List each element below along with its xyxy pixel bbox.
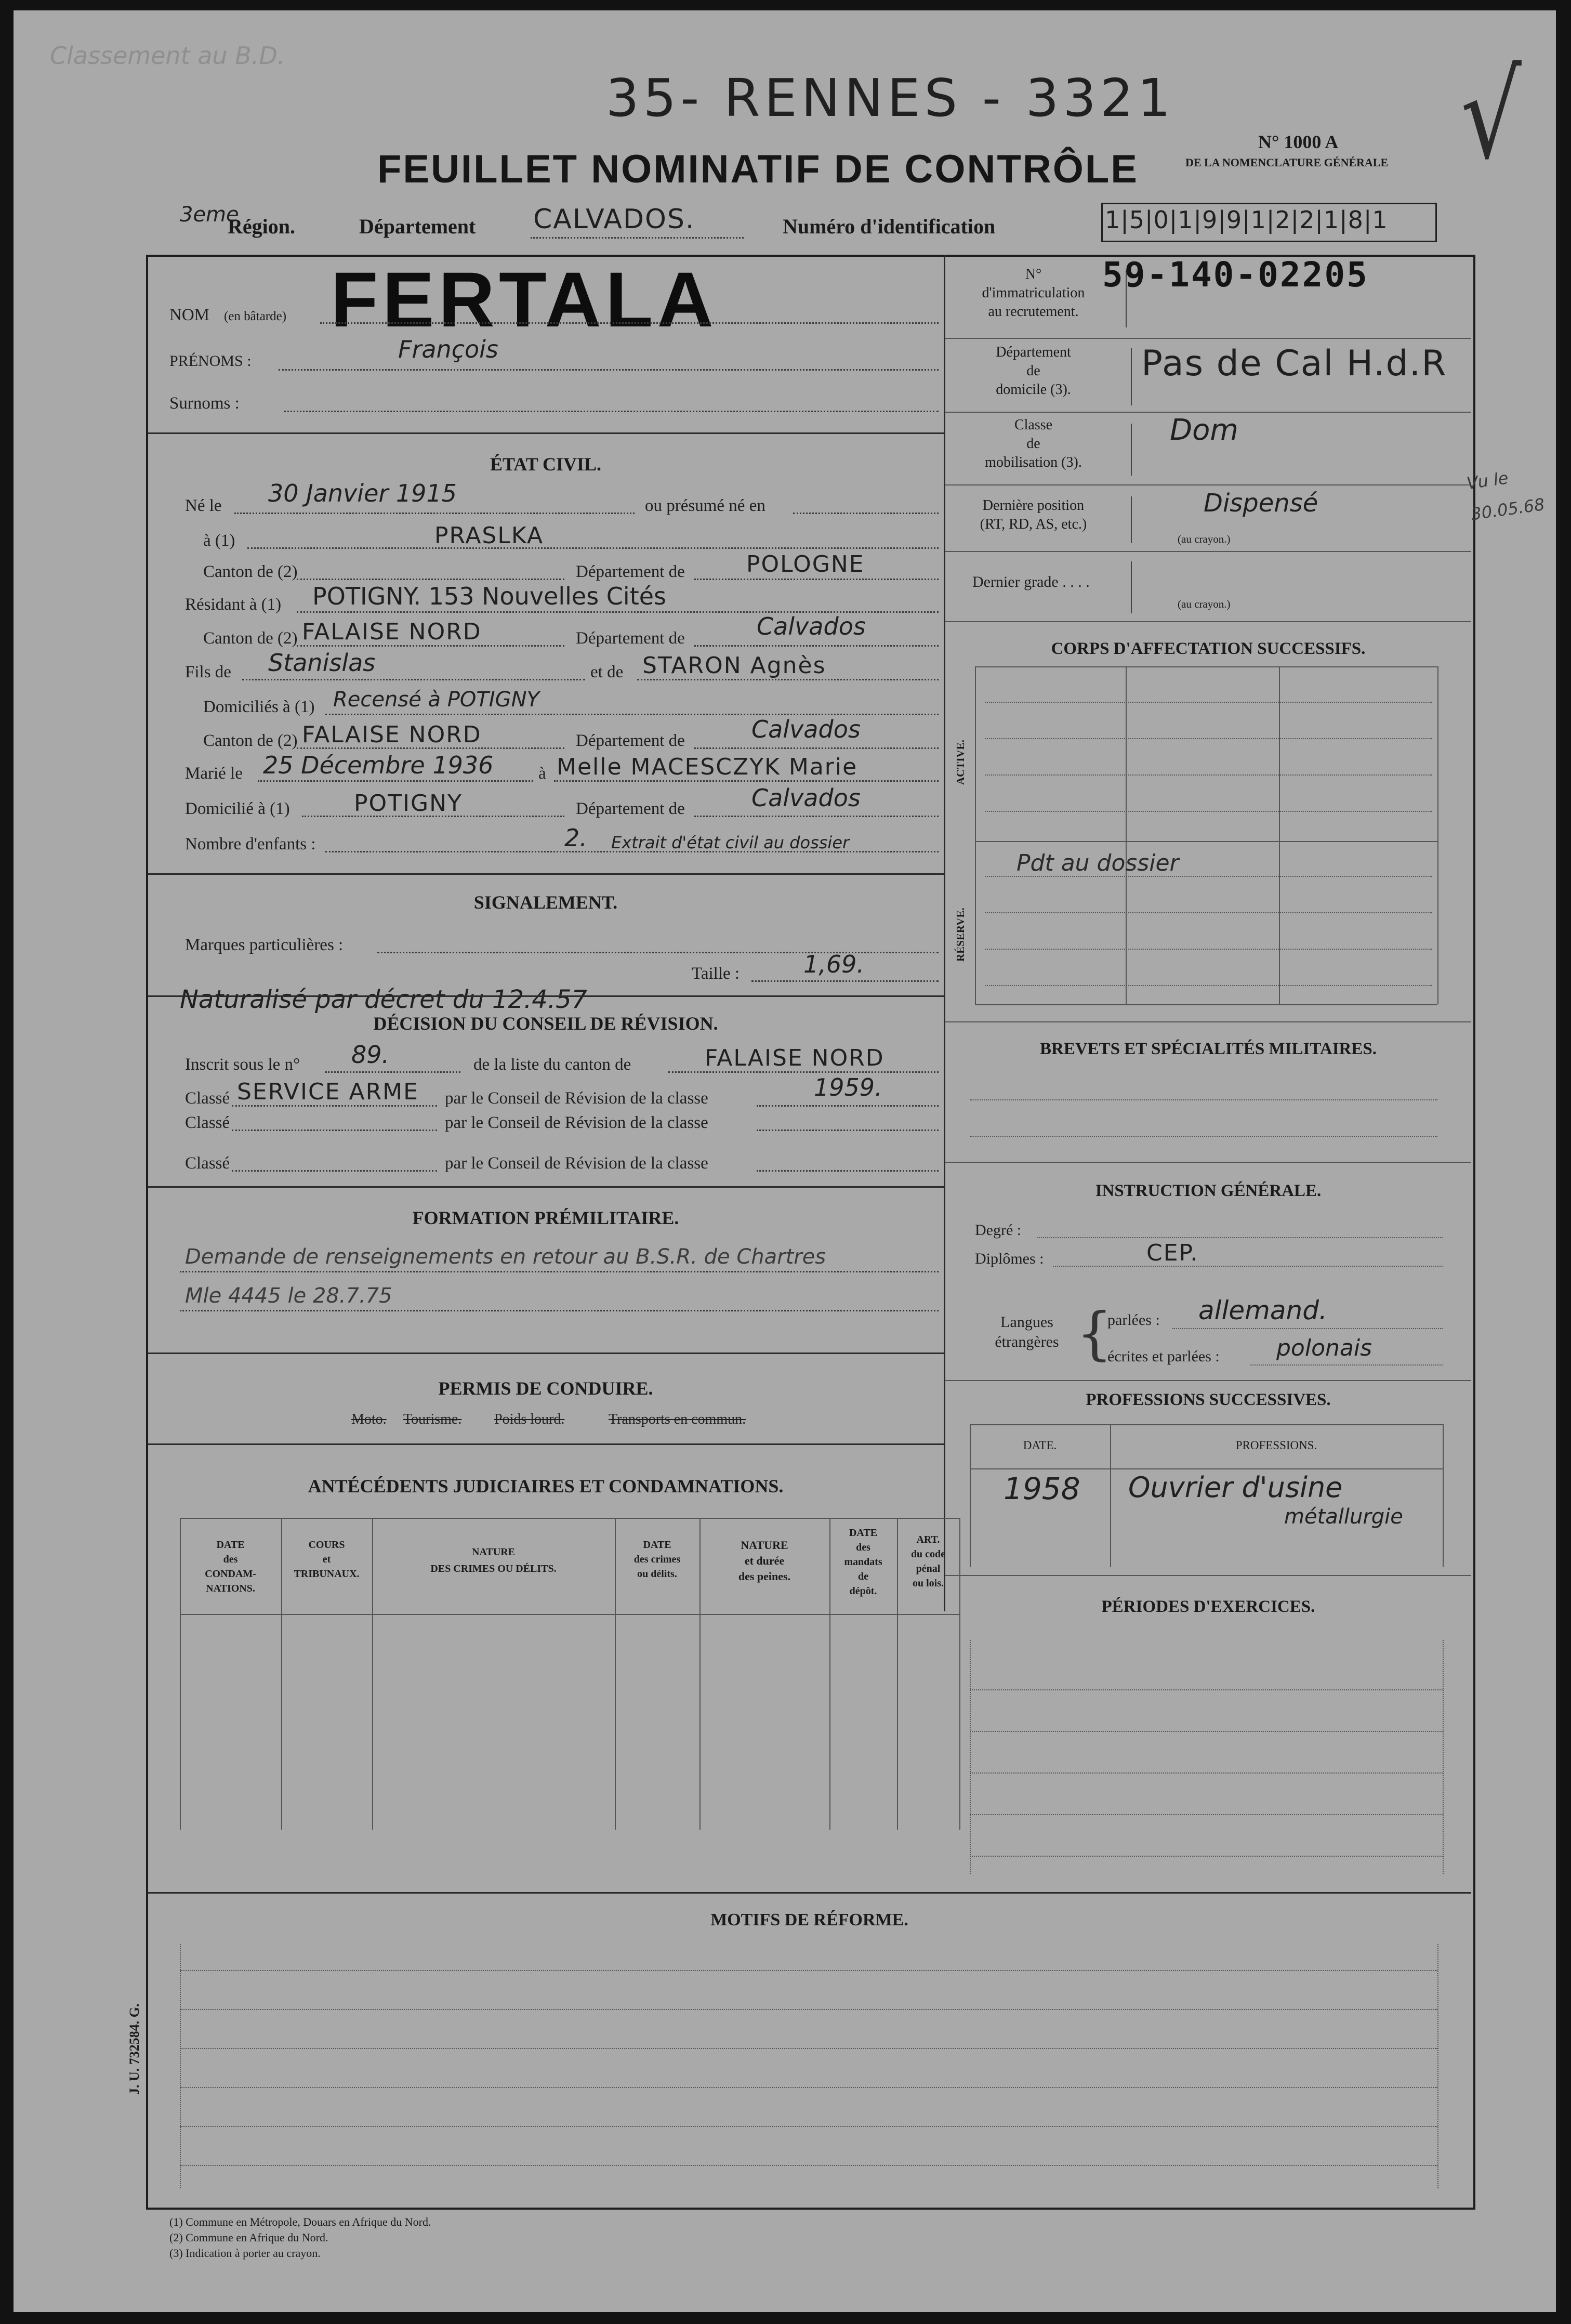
ecrites-value: polonais <box>1276 1335 1372 1361</box>
col-header-date-condamnations: DATE des CONDAM- NATIONS. <box>205 1539 256 1594</box>
domicilie-label: Domicilié à (1) <box>185 799 290 818</box>
canton2-value: FALAISE NORD <box>302 619 482 645</box>
et-de-label: et de <box>590 663 624 681</box>
form-nomenclature: DE LA NOMENCLATURE GÉNÉRALE <box>1185 156 1389 169</box>
domicile-label: Département de domicile (3). <box>996 344 1071 398</box>
grade-au-crayon: (au crayon.) <box>1178 598 1231 610</box>
marques-label: Marques particulières : <box>185 936 344 954</box>
numero-value: 1|5|0|1|9|9|1|2|2|1|8|1 <box>1105 206 1388 234</box>
permis-poids-lourd: Poids lourd. <box>494 1411 565 1427</box>
conseil-heading: DÉCISION DU CONSEIL DE RÉVISION. <box>373 1013 718 1034</box>
footnote-2: (2) Commune en Afrique du Nord. <box>169 2231 328 2244</box>
et-de-value: STARON Agnès <box>642 652 826 679</box>
signalement-heading: SIGNALEMENT. <box>473 892 618 913</box>
dept3-label: Département de <box>576 731 685 750</box>
permis-moto: Moto. <box>351 1411 387 1427</box>
col-header-cours-tribunaux: COURS et TRIBUNAUX. <box>294 1539 360 1580</box>
classe-year: 1959. <box>814 1073 882 1101</box>
grade-label: Dernier grade . . . . <box>972 573 1090 590</box>
footnote-1: (1) Commune en Métropole, Douars en Afrique du Nord. <box>169 2215 431 2228</box>
canton3-label: Canton de (2) <box>203 731 298 750</box>
page-title: FEUILLET NOMINATIF DE CONTRÔLE <box>377 147 1139 191</box>
permis-heading: PERMIS DE CONDUIRE. <box>438 1378 653 1399</box>
reserve-note: Pdt au dossier <box>1016 850 1179 876</box>
prenoms-label: PRÉNOMS : <box>169 352 252 370</box>
premilitaire-line2: Mle 4445 le 28.7.75 <box>185 1284 392 1308</box>
active-label: ACTIVE. <box>954 740 967 785</box>
domicile-value: Pas de Cal H.d.R <box>1141 343 1447 384</box>
resident-label: Résidant à (1) <box>185 595 282 614</box>
periodes-heading: PÉRIODES D'EXERCICES. <box>1101 1597 1315 1616</box>
degre-label: Degré : <box>975 1222 1022 1239</box>
col-header-art-code: ART. du code pénal ou lois. <box>910 1534 946 1589</box>
col-header-nature-peines: NATURE et durée des peines. <box>738 1539 791 1583</box>
fils-value: Stanislas <box>268 649 376 677</box>
dept-value: POLOGNE <box>746 551 865 577</box>
dept4-value: Calvados <box>751 784 861 812</box>
faint-note: Classement au B.D. <box>50 42 285 70</box>
parlees-label: parlées : <box>1107 1311 1160 1329</box>
domicilies-value: Recensé à POTIGNY <box>333 688 539 712</box>
canton-label: Canton de (2) <box>203 562 298 581</box>
ecrites-label: écrites et parlées : <box>1107 1348 1220 1365</box>
antecedents-heading: ANTÉCÉDENTS JUDICIAIRES ET CONDAMNATIONS. <box>308 1476 784 1496</box>
immat-value: 59-140-02205 <box>1102 255 1369 295</box>
prof-value2: métallurgie <box>1284 1505 1403 1529</box>
naturalise-note: Naturalisé par décret du 12.4.57 <box>180 985 588 1014</box>
reserve-label: RÉSERVE. <box>954 908 967 962</box>
footnote-3: (3) Indication à porter au crayon. <box>169 2247 321 2260</box>
permis-transports: Transports en commun. <box>609 1411 746 1427</box>
professions-heading: PROFESSIONS SUCCESSIVES. <box>1086 1390 1331 1409</box>
liste-label: de la liste du canton de <box>473 1055 631 1074</box>
corps-heading: CORPS D'AFFECTATION SUCCESSIFS. <box>1051 639 1366 658</box>
check-mark: √ <box>1460 47 1522 186</box>
departement-label: Département <box>359 215 476 238</box>
domicilie-value: POTIGNY <box>354 790 463 817</box>
a-value: PRASLKA <box>434 522 544 549</box>
ne-le-value: 30 Janvier 1915 <box>268 479 457 507</box>
classe3-label: Classé <box>185 1154 230 1173</box>
mobil-label: Classe de mobilisation (3). <box>985 417 1082 470</box>
col-header-date-crimes: DATE des crimes ou délits. <box>633 1539 681 1580</box>
nom-sublabel: (en bâtarde) <box>224 309 287 323</box>
enfants-label: Nombre d'enfants : <box>185 835 316 854</box>
resident-value: POTIGNY. 153 Nouvelles Cités <box>312 582 666 610</box>
region-label: Région. <box>228 215 295 238</box>
motifs-heading: MOTIFS DE RÉFORME. <box>710 1910 908 1929</box>
position-au-crayon: (au crayon.) <box>1178 533 1231 545</box>
dept2-value: Calvados <box>757 612 866 640</box>
mobil-value: Dom <box>1170 413 1238 447</box>
diplomes-label: Diplômes : <box>975 1250 1044 1267</box>
classe2-label: Classé <box>185 1113 230 1132</box>
prenoms-value: François <box>398 335 498 363</box>
instruction-heading: INSTRUCTION GÉNÉRALE. <box>1095 1181 1322 1200</box>
enfants-note: Extrait d'état civil au dossier <box>611 833 850 852</box>
position-value: Dispensé <box>1204 489 1318 518</box>
liste-value: FALAISE NORD <box>705 1045 884 1071</box>
surnoms-label: Surnoms : <box>169 394 240 413</box>
par3-label: par le Conseil de Révision de la classe <box>445 1154 708 1173</box>
premilitaire-line1: Demande de renseignements en retour au B.S.R. de Chartres <box>185 1245 826 1269</box>
surname-value: FERTALA <box>331 256 718 343</box>
marie-value: 25 Décembre 1936 <box>263 751 494 779</box>
col-header-nature-crimes: NATURE DES CRIMES OU DÉLITS. <box>430 1546 557 1574</box>
col-header-date-mandats: DATE des mandats de dépôt. <box>844 1527 882 1597</box>
nom-label: NOM <box>169 306 210 324</box>
dept2-label: Département de <box>576 629 685 648</box>
numero-label: Numéro d'identification <box>783 215 996 238</box>
dept3-value: Calvados <box>751 715 861 743</box>
classe1-value: SERVICE ARME <box>237 1079 419 1105</box>
presume-label: ou présumé né en <box>645 496 765 515</box>
classe1-label: Classé <box>185 1089 230 1108</box>
margin-note: Vu le 30.05.68 <box>1465 468 1546 524</box>
fils-label: Fils de <box>185 663 231 681</box>
dept-label: Département de <box>576 562 685 581</box>
langues-brace: { <box>1076 1300 1113 1367</box>
marie-a-label: à <box>538 764 546 783</box>
archive-reference: 35- RENNES - 3321 <box>606 68 1175 128</box>
inscrit-value: 89. <box>351 1041 390 1069</box>
side-code: J. U. 732584. G. <box>127 2003 142 2095</box>
prof-value: Ouvrier d'usine <box>1128 1471 1343 1504</box>
langues-label: Langues étrangères <box>995 1314 1059 1350</box>
position-label: Dernière position (RT, RD, AS, etc.) <box>980 497 1087 532</box>
permis-tourisme: Tourisme. <box>403 1411 462 1427</box>
par2-label: par le Conseil de Révision de la classe <box>445 1113 708 1132</box>
prof-date-col: DATE. <box>1023 1439 1057 1452</box>
enfants-value: 2. <box>564 824 587 852</box>
control-sheet <box>14 10 1556 2312</box>
prof-date: 1958 <box>1004 1471 1080 1506</box>
etat-civil-heading: ÉTAT CIVIL. <box>490 454 602 475</box>
ne-le-label: Né le <box>185 496 222 515</box>
dept4-label: Département de <box>576 799 685 818</box>
premilitaire-heading: FORMATION PRÉMILITAIRE. <box>412 1207 679 1228</box>
marie-label: Marié le <box>185 764 243 783</box>
inscrit-label: Inscrit sous le n° <box>185 1055 300 1074</box>
par1-label: par le Conseil de Révision de la classe <box>445 1089 708 1108</box>
domicilies-label: Domiciliés à (1) <box>203 698 315 716</box>
departement-value: CALVADOS. <box>533 204 695 235</box>
brevets-heading: BREVETS ET SPÉCIALITÉS MILITAIRES. <box>1039 1040 1377 1058</box>
diplomes-value: CEP. <box>1146 1240 1199 1266</box>
a-label: à (1) <box>203 531 235 550</box>
taille-value: 1,69. <box>803 950 865 978</box>
canton2-label: Canton de (2) <box>203 629 298 648</box>
marie-spouse: Melle MACESCZYK Marie <box>557 754 858 780</box>
prof-prof-col: PROFESSIONS. <box>1235 1439 1317 1452</box>
region-value: 3eme <box>180 203 239 227</box>
immat-label: N° d'immatriculation au recrutement. <box>982 266 1085 320</box>
parlees-value: allemand. <box>1198 1295 1327 1325</box>
canton3-value: FALAISE NORD <box>302 721 482 748</box>
taille-label: Taille : <box>692 964 740 983</box>
form-number: N° 1000 A <box>1258 132 1339 152</box>
